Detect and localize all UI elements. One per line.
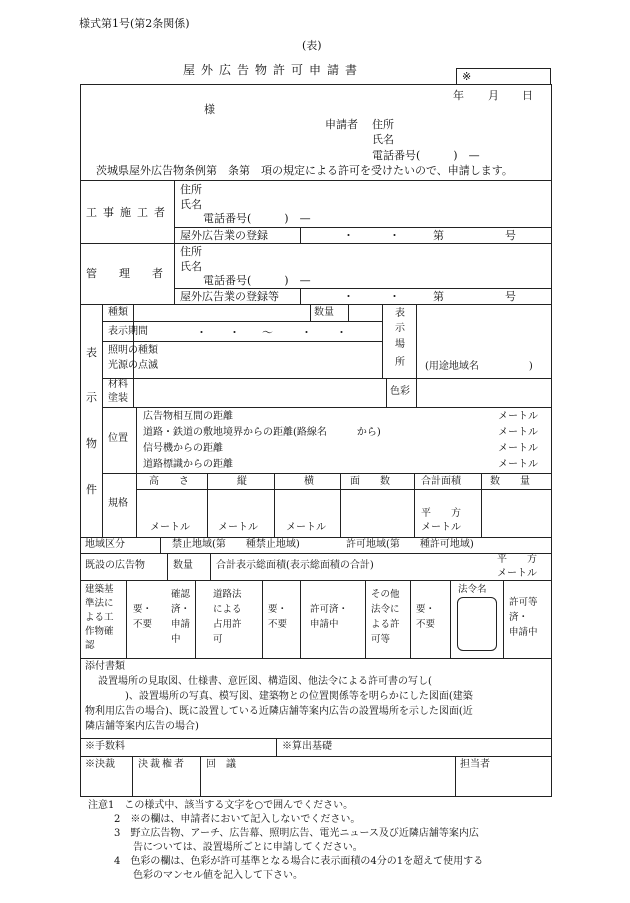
meter-unit: メートル — [498, 443, 538, 454]
front-side-label: (表) — [302, 39, 322, 52]
place-label-char: 示 — [395, 323, 405, 334]
manager-registration-label: 屋外広告業の登録等 — [180, 290, 279, 303]
law-cell-line: 要・ — [416, 604, 436, 615]
law-cell-line: よる許 — [371, 619, 400, 630]
display-side-char: 表 — [86, 346, 97, 359]
meter-unit: メートル — [498, 459, 538, 470]
law-cell-line: 中 — [171, 634, 181, 645]
note-line: 色彩のマンセル値を記入して下さい。 — [133, 870, 303, 881]
kind-label: 種類 — [108, 307, 128, 318]
law-cell-line: 作物確 — [85, 626, 114, 637]
period-mark: ・ — [229, 326, 240, 339]
distance-item: 道路標識からの距離 — [143, 459, 233, 470]
law-name-bracket — [457, 597, 497, 651]
zone-label: 地域区分 — [85, 539, 125, 550]
circulation-label: 回 議 — [206, 759, 236, 770]
law-cell-line: 済・ — [509, 612, 529, 623]
place-label-char: 場 — [395, 339, 405, 350]
attachments-line: 物利用広告の場合)、既に設置している近隣店舗等案内広告の設置場所を示した図面(近 — [85, 706, 473, 717]
attachments-line: )、設置場所の写真、模写図、建築物との位置関係等を明らかにした図面(建築 — [105, 691, 473, 702]
reg-number-suffix: 号 — [505, 290, 516, 303]
flashing-label: 光源の点滅 — [108, 360, 158, 371]
zone-permitted: 許可地域(第 種許可地域) — [346, 539, 474, 550]
form-number: 様式第1号(第2条関係) — [79, 17, 190, 30]
spec-unit: メートル — [218, 522, 258, 533]
period-mark: 〜 — [262, 326, 273, 339]
applicant-role: 申請者 — [325, 118, 358, 131]
applicant-address-label: 住所 — [372, 118, 394, 131]
distance-item: 信号機からの距離 — [143, 443, 223, 454]
period-mark: ・ — [196, 326, 207, 339]
reg-dot: ・ — [389, 229, 400, 242]
spec-header: 合計面積 — [421, 476, 461, 487]
law-cell-line: 不要 — [268, 619, 288, 630]
contractor-registration-label: 屋外広告業の登録 — [180, 229, 268, 242]
law-cell-line: 要・ — [133, 604, 153, 615]
law-cell-line: 可等 — [371, 634, 391, 645]
spec-header: 数 量 — [490, 476, 530, 487]
attachments-line: 隣店舗等案内広告の場合) — [85, 721, 199, 732]
office-use-mark: ※ — [462, 70, 472, 83]
zone-prohibited: 禁止地域(第 種禁止地域) — [172, 539, 300, 550]
coating-label: 塗装 — [108, 393, 128, 404]
period-mark: ・ — [336, 326, 347, 339]
material-label: 材料 — [108, 379, 128, 390]
manager-name-label: 氏名 — [180, 260, 202, 273]
existing-total-area-label: 合計表示総面積(表示総面積の合計) — [216, 560, 374, 571]
spec-unit: メートル — [150, 522, 190, 533]
area-unit: メートル — [421, 522, 461, 533]
law-cell-line: 申請 — [171, 619, 191, 630]
fee-basis-label: ※算出基礎 — [282, 741, 332, 752]
contractor-phone-label: 電話番号( ) — — [203, 212, 311, 225]
reg-number-suffix: 号 — [505, 229, 516, 242]
spec-header: 高 さ — [149, 476, 189, 487]
place-label-char: 表 — [395, 308, 405, 319]
meter-unit: メートル — [498, 411, 538, 422]
law-cell-line: 済・ — [171, 604, 191, 615]
area-unit: 平 方 — [497, 554, 537, 565]
law-cell-line: 許可済・ — [310, 604, 349, 615]
lighting-label: 照明の種類 — [108, 345, 158, 356]
form-title: 屋外広告物許可申請書 — [183, 63, 364, 77]
fee-label: ※手数料 — [85, 741, 125, 752]
note-line: 告については、設置場所ごとに申請してください。 — [133, 842, 363, 853]
manager-address-label: 住所 — [180, 245, 202, 258]
law-cell-line: 確認 — [171, 589, 191, 600]
applicant-phone-label: 電話番号( ) — — [372, 149, 480, 162]
contractor-address-label: 住所 — [180, 183, 202, 196]
law-cell-line: 認 — [85, 640, 95, 651]
display-side-char: 件 — [86, 483, 97, 496]
quantity-label: 数量 — [314, 307, 334, 318]
contractor-name-label: 氏名 — [180, 198, 202, 211]
spec-header: 横 — [304, 476, 314, 487]
law-cell-line: 可 — [213, 634, 223, 645]
existing-label: 既設の広告物 — [85, 560, 145, 571]
law-cell-line: 法令に — [371, 604, 400, 615]
spec-header: 縦 — [237, 476, 247, 487]
date-day: 日 — [522, 89, 533, 102]
applicant-name-label: 氏名 — [372, 133, 394, 146]
reg-dot: ・ — [343, 290, 354, 303]
display-side-char: 示 — [86, 391, 97, 404]
reg-dot: ・ — [343, 229, 354, 242]
application-statement: 茨城県屋外広告物条例第 条第 項の規定による許可を受けたいので、申請します。 — [96, 164, 513, 177]
existing-quantity-label: 数量 — [173, 560, 193, 571]
distance-item: 道路・鉄道の敷地境界からの距離(路線名 から) — [143, 427, 381, 438]
decision-label: ※決裁 — [85, 759, 115, 770]
addressee-suffix: 様 — [204, 103, 215, 116]
in-charge-label: 担当者 — [460, 759, 490, 770]
law-cell-line: 申請中 — [310, 619, 339, 630]
reg-number-prefix: 第 — [433, 229, 444, 242]
law-cell-line: 占用許 — [213, 619, 242, 630]
law-cell-line: 準法に — [85, 598, 114, 609]
law-cell-line: 要・ — [268, 604, 288, 615]
note-line: 2 ※の欄は、申請者において記入しないでください。 — [114, 814, 361, 825]
display-side-char: 物 — [86, 437, 97, 450]
reg-number-prefix: 第 — [433, 290, 444, 303]
date-month: 月 — [488, 89, 499, 102]
law-cell-line: よる工 — [85, 612, 114, 623]
law-cell-line: 許可等 — [509, 597, 538, 608]
period-mark: ・ — [301, 326, 312, 339]
law-name-label: 法令名 — [458, 584, 487, 595]
note-line: 注意1 この様式中、該当する文字を○で囲んでください。 — [88, 800, 354, 811]
law-cell-line: 不要 — [133, 619, 153, 630]
attachments-label: 添付書類 — [85, 661, 125, 672]
spec-label: 規格 — [108, 498, 128, 509]
area-unit: メートル — [497, 568, 537, 579]
spec-unit: メートル — [286, 522, 326, 533]
distance-item: 広告物相互間の距離 — [143, 411, 233, 422]
area-unit: 平 方 — [421, 508, 461, 519]
law-cell-line: 不要 — [416, 619, 436, 630]
law-cell-line: その他 — [371, 589, 400, 600]
zone-use-label: (用途地域名 ) — [425, 361, 533, 372]
color-label: 色彩 — [390, 386, 410, 397]
note-line: 3 野立広告物、アーチ、広告幕、照明広告、電光ニュース及び近隣店舗等案内広 — [114, 828, 479, 839]
contractor-label: 工事施工者 — [86, 206, 171, 219]
spec-header: 面 数 — [350, 476, 390, 487]
reg-dot: ・ — [389, 290, 400, 303]
period-label: 表示期間 — [108, 326, 148, 337]
date-year: 年 — [453, 89, 464, 102]
attachments-line: 設置場所の見取図、仕様書、意匠図、構造図、他法令による許可書の写し( — [98, 676, 432, 687]
place-label-char: 所 — [395, 357, 405, 368]
meter-unit: メートル — [498, 427, 538, 438]
manager-phone-label: 電話番号( ) — — [203, 274, 311, 287]
law-cell-line: 建築基 — [85, 584, 114, 595]
law-cell-line: による — [213, 604, 242, 615]
law-cell-line: 道路法 — [213, 589, 242, 600]
position-label: 位置 — [108, 433, 128, 444]
authority-label: 決裁権者 — [138, 759, 186, 770]
law-cell-line: 申請中 — [509, 627, 538, 638]
manager-label: 管 理 者 — [86, 267, 163, 280]
note-line: 4 色彩の欄は、色彩が許可基準となる場合に表示面積の4分の1を超えて使用する — [114, 856, 484, 867]
